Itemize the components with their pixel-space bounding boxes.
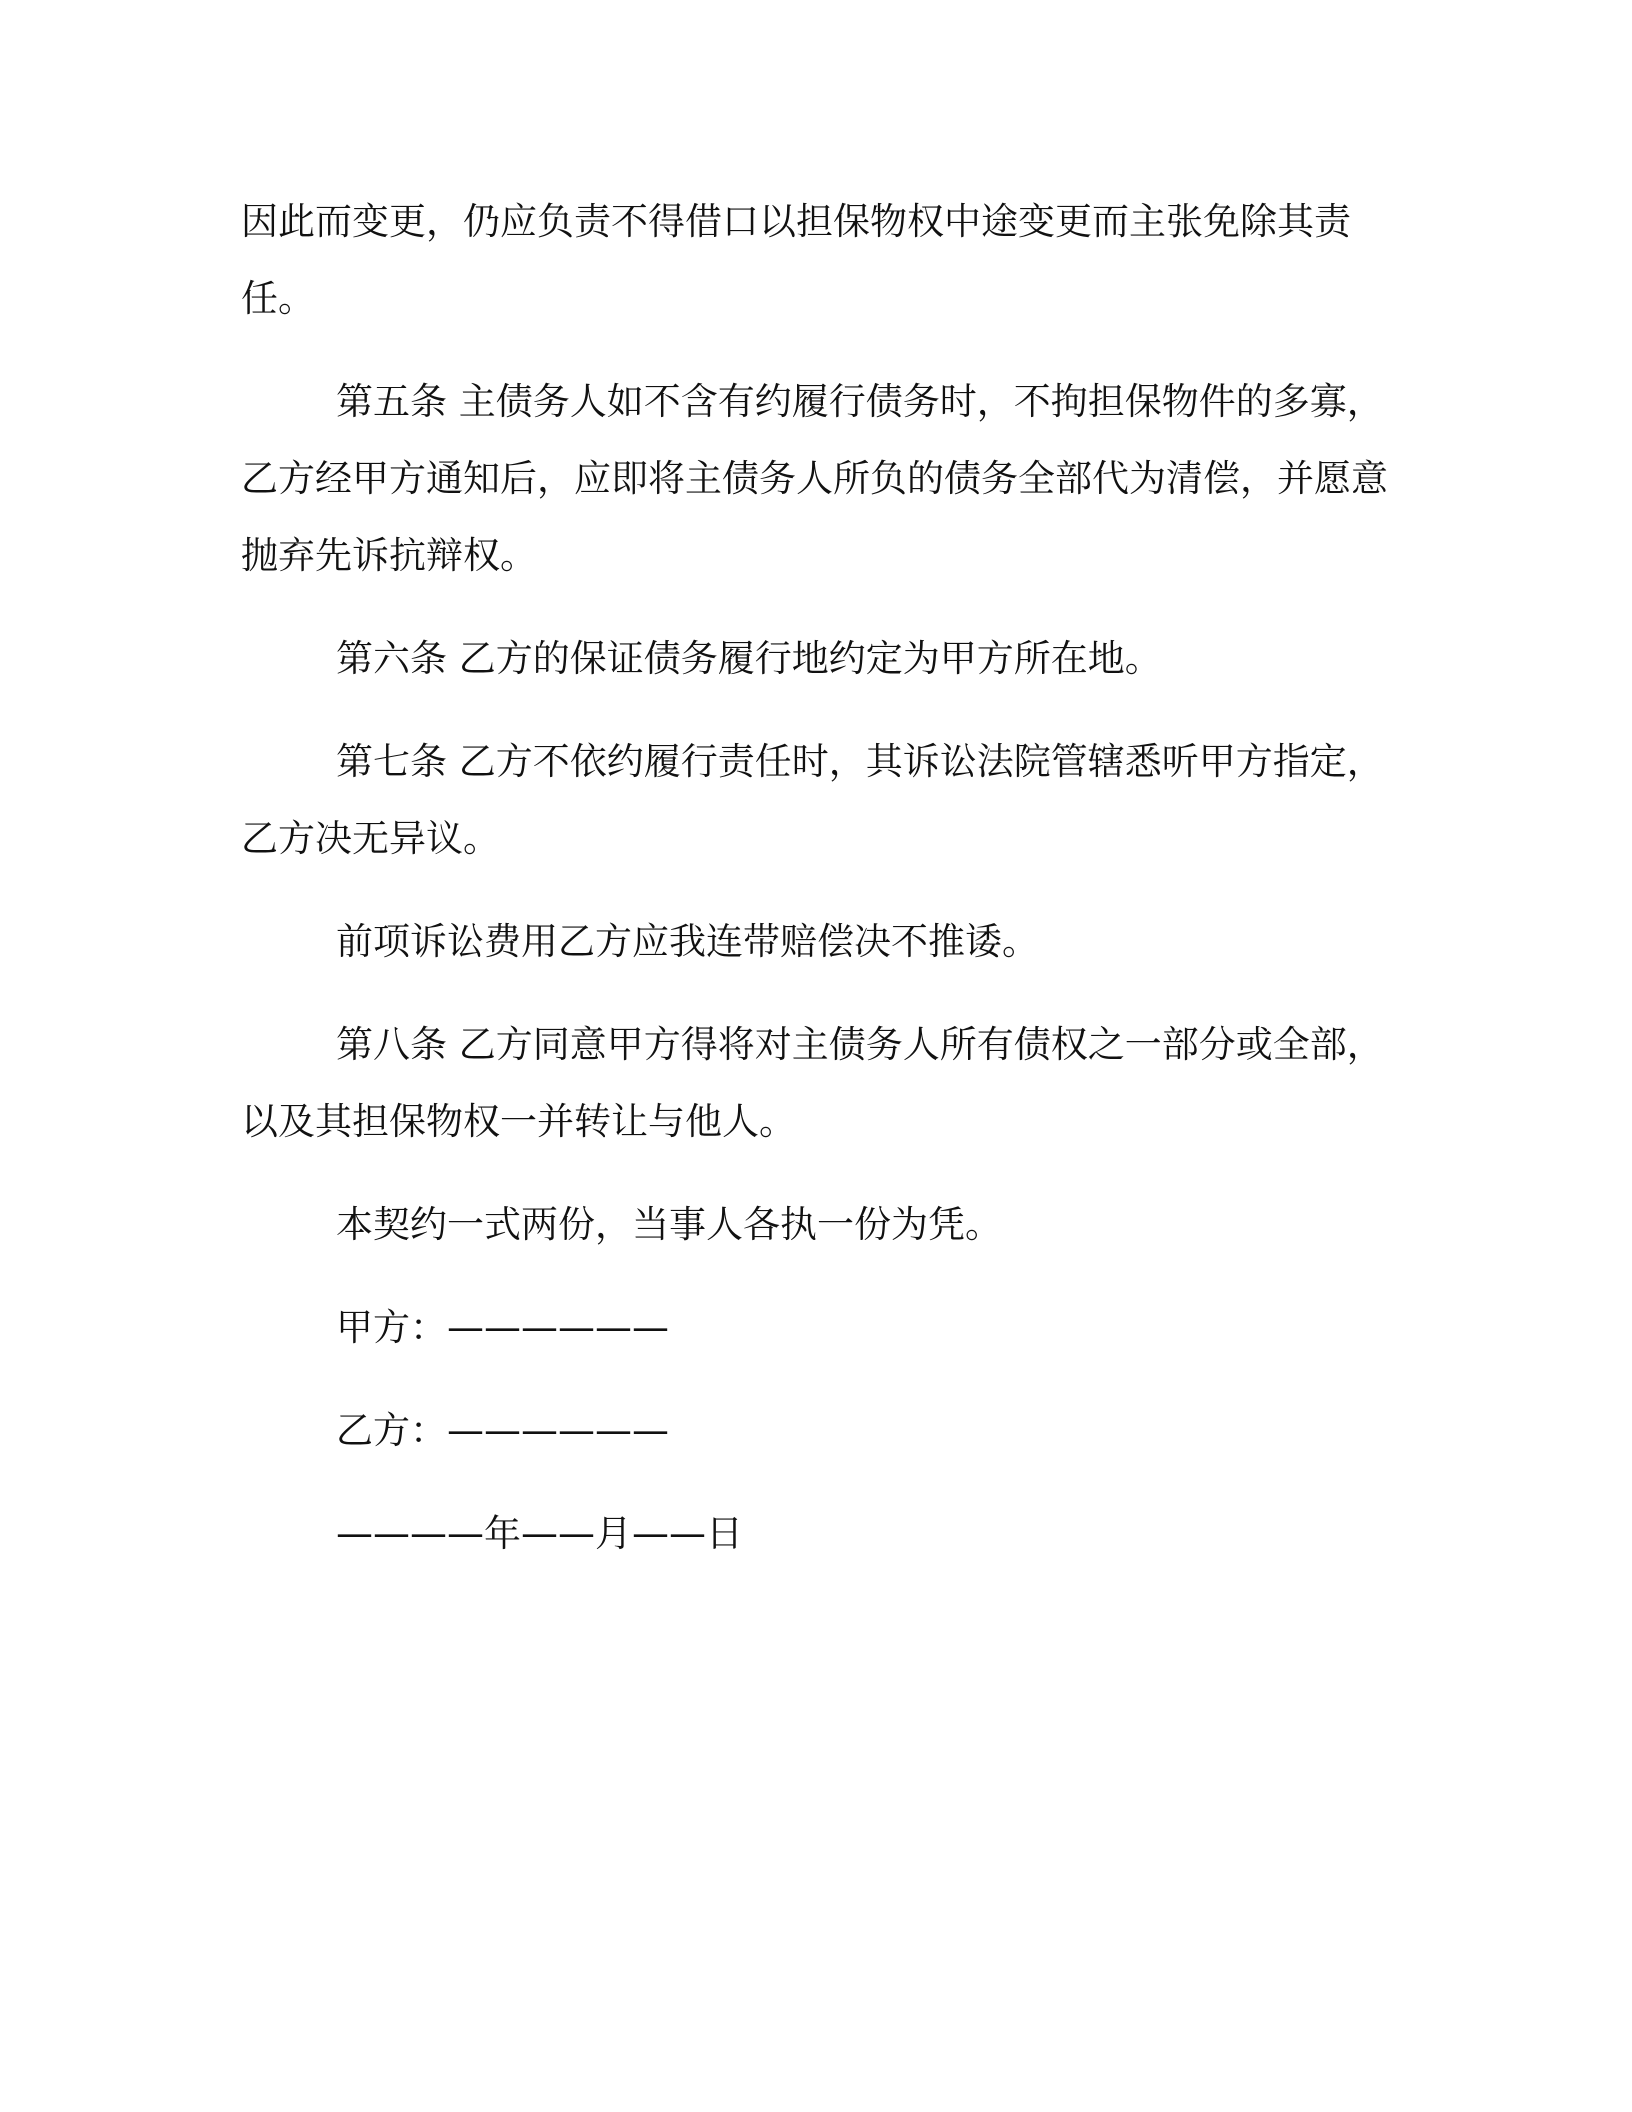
signature-party-a: 甲方：—————— bbox=[336, 1306, 669, 1349]
paragraph-article-6: 第六条 乙方的保证债务履行地约定为甲方所在地。 bbox=[336, 637, 1162, 680]
paragraph-continuation: 因此而变更，仍应负责不得借口以担保物权中途变更而主张免除其责任。 bbox=[241, 200, 1351, 320]
paragraph-article-5: 第五条 主债务人如不含有约履行债务时，不拘担保物件的多寡，乙方经甲方通知后，应即将主债务人所负的债务全部代为清偿，并愿意抛弃先诉抗辩权。 bbox=[241, 380, 1388, 577]
paragraph-litigation-costs: 前项诉讼费用乙方应我连带赔偿决不推诿。 bbox=[336, 920, 1039, 963]
paragraph-article-7: 第七条 乙方不依约履行责任时，其诉讼法院管辖悉听甲方指定，乙方决无异议。 bbox=[241, 740, 1384, 860]
paragraph-copies: 本契约一式两份，当事人各执一份为凭。 bbox=[336, 1203, 1002, 1246]
signature-date: ————年——月——日 bbox=[336, 1512, 743, 1555]
signature-party-b: 乙方：—————— bbox=[336, 1409, 669, 1452]
document-body bbox=[241, 183, 1391, 1598]
paragraph-article-8: 第八条 乙方同意甲方得将对主债务人所有债权之一部分或全部，以及其担保物权一并转让与他人。 bbox=[241, 1023, 1384, 1143]
